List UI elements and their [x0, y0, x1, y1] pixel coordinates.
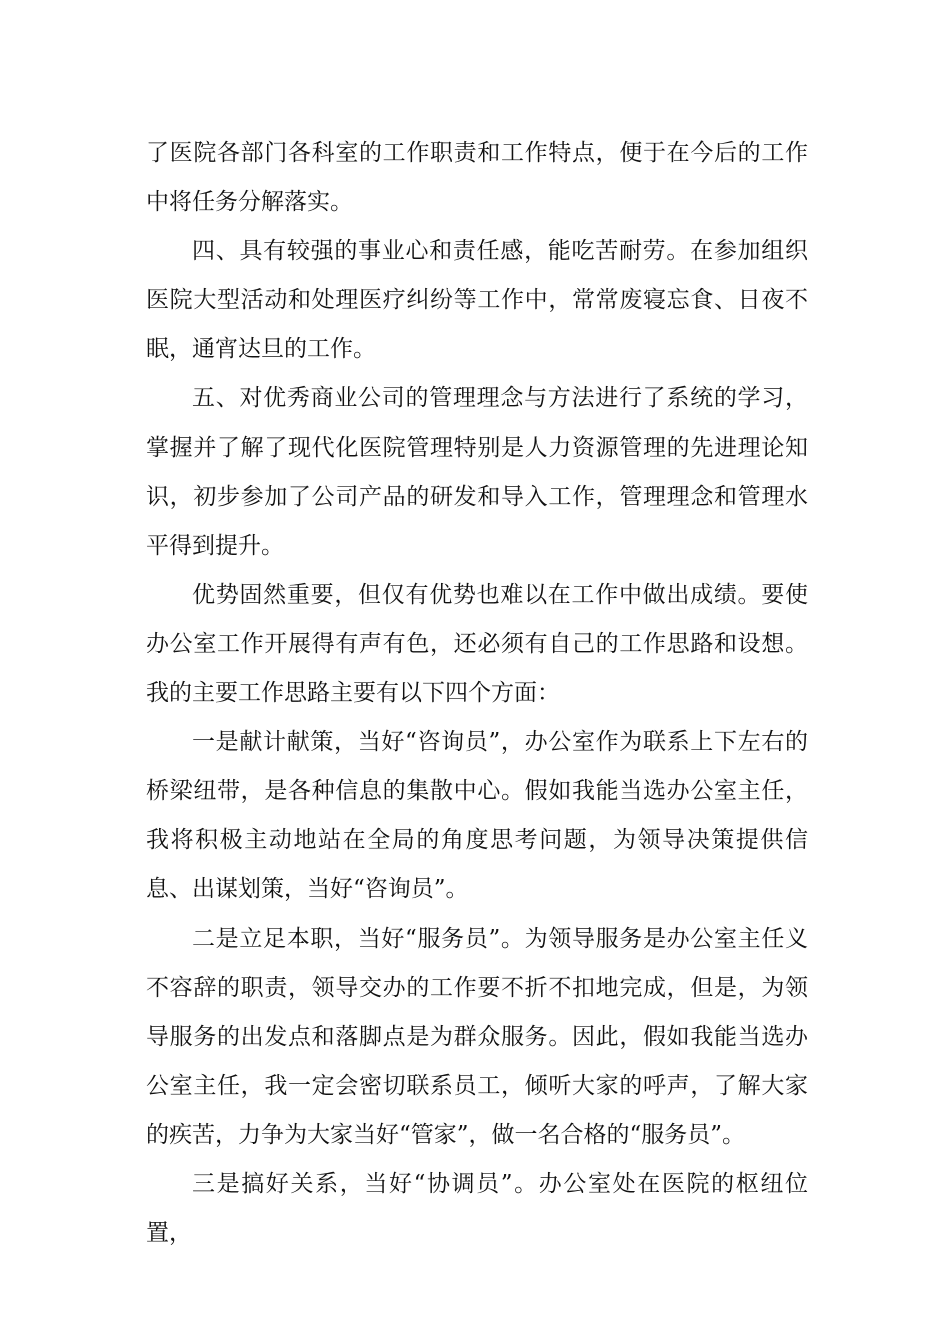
- document-body: [146, 129, 808, 1258]
- paragraph-service: 二是立足本职，当好“服务员”。为领导服务是办公室主任义不容辞的职责，领导交办的工作要不折不扣地完成，但是，为领导服务的出发点和落脚点是为群众服务。因此，假如我能当选办公室主任，我一定会密切联系员工，倾听大家的呼声，了解大家的疾苦，力争为大家当好“管家”，做一名合格的“服务员”。: [146, 925, 808, 1148]
- paragraph-point-four: 四、具有较强的事业心和责任感，能吃苦耐劳。在参加组织医院大型活动和处理医疗纠纷等工作中，常常废寝忘食、日夜不眠，通宵达旦的工作。: [146, 238, 808, 363]
- paragraph-point-five: 五、对优秀商业公司的管理理念与方法进行了系统的学习，掌握并了解了现代化医院管理特别是人力资源管理的先进理论知识，初步参加了公司产品的研发和导入工作，管理理念和管理水平得到提升。: [146, 385, 808, 559]
- paragraph-coordinator: 三是搞好关系，当好“协调员”。办公室处在医院的枢纽位置，: [146, 1170, 808, 1247]
- paragraph-continuation: 了医院各部门各科室的工作职责和工作特点，便于在今后的工作中将任务分解落实。: [146, 140, 808, 216]
- paragraph-consultant: 一是献计献策，当好“咨询员”，办公室作为联系上下左右的桥梁纽带，是各种信息的集散中心。假如我能当选办公室主任，我将积极主动地站在全局的角度思考问题，为领导决策提供信息、出谋划策，当好“咨询员”。: [146, 729, 808, 903]
- paragraph-work-ideas-intro: 优势固然重要，但仅有优势也难以在工作中做出成绩。要使办公室工作开展得有声有色，还必须有自己的工作思路和设想。我的主要工作思路主要有以下四个方面：: [146, 581, 808, 707]
